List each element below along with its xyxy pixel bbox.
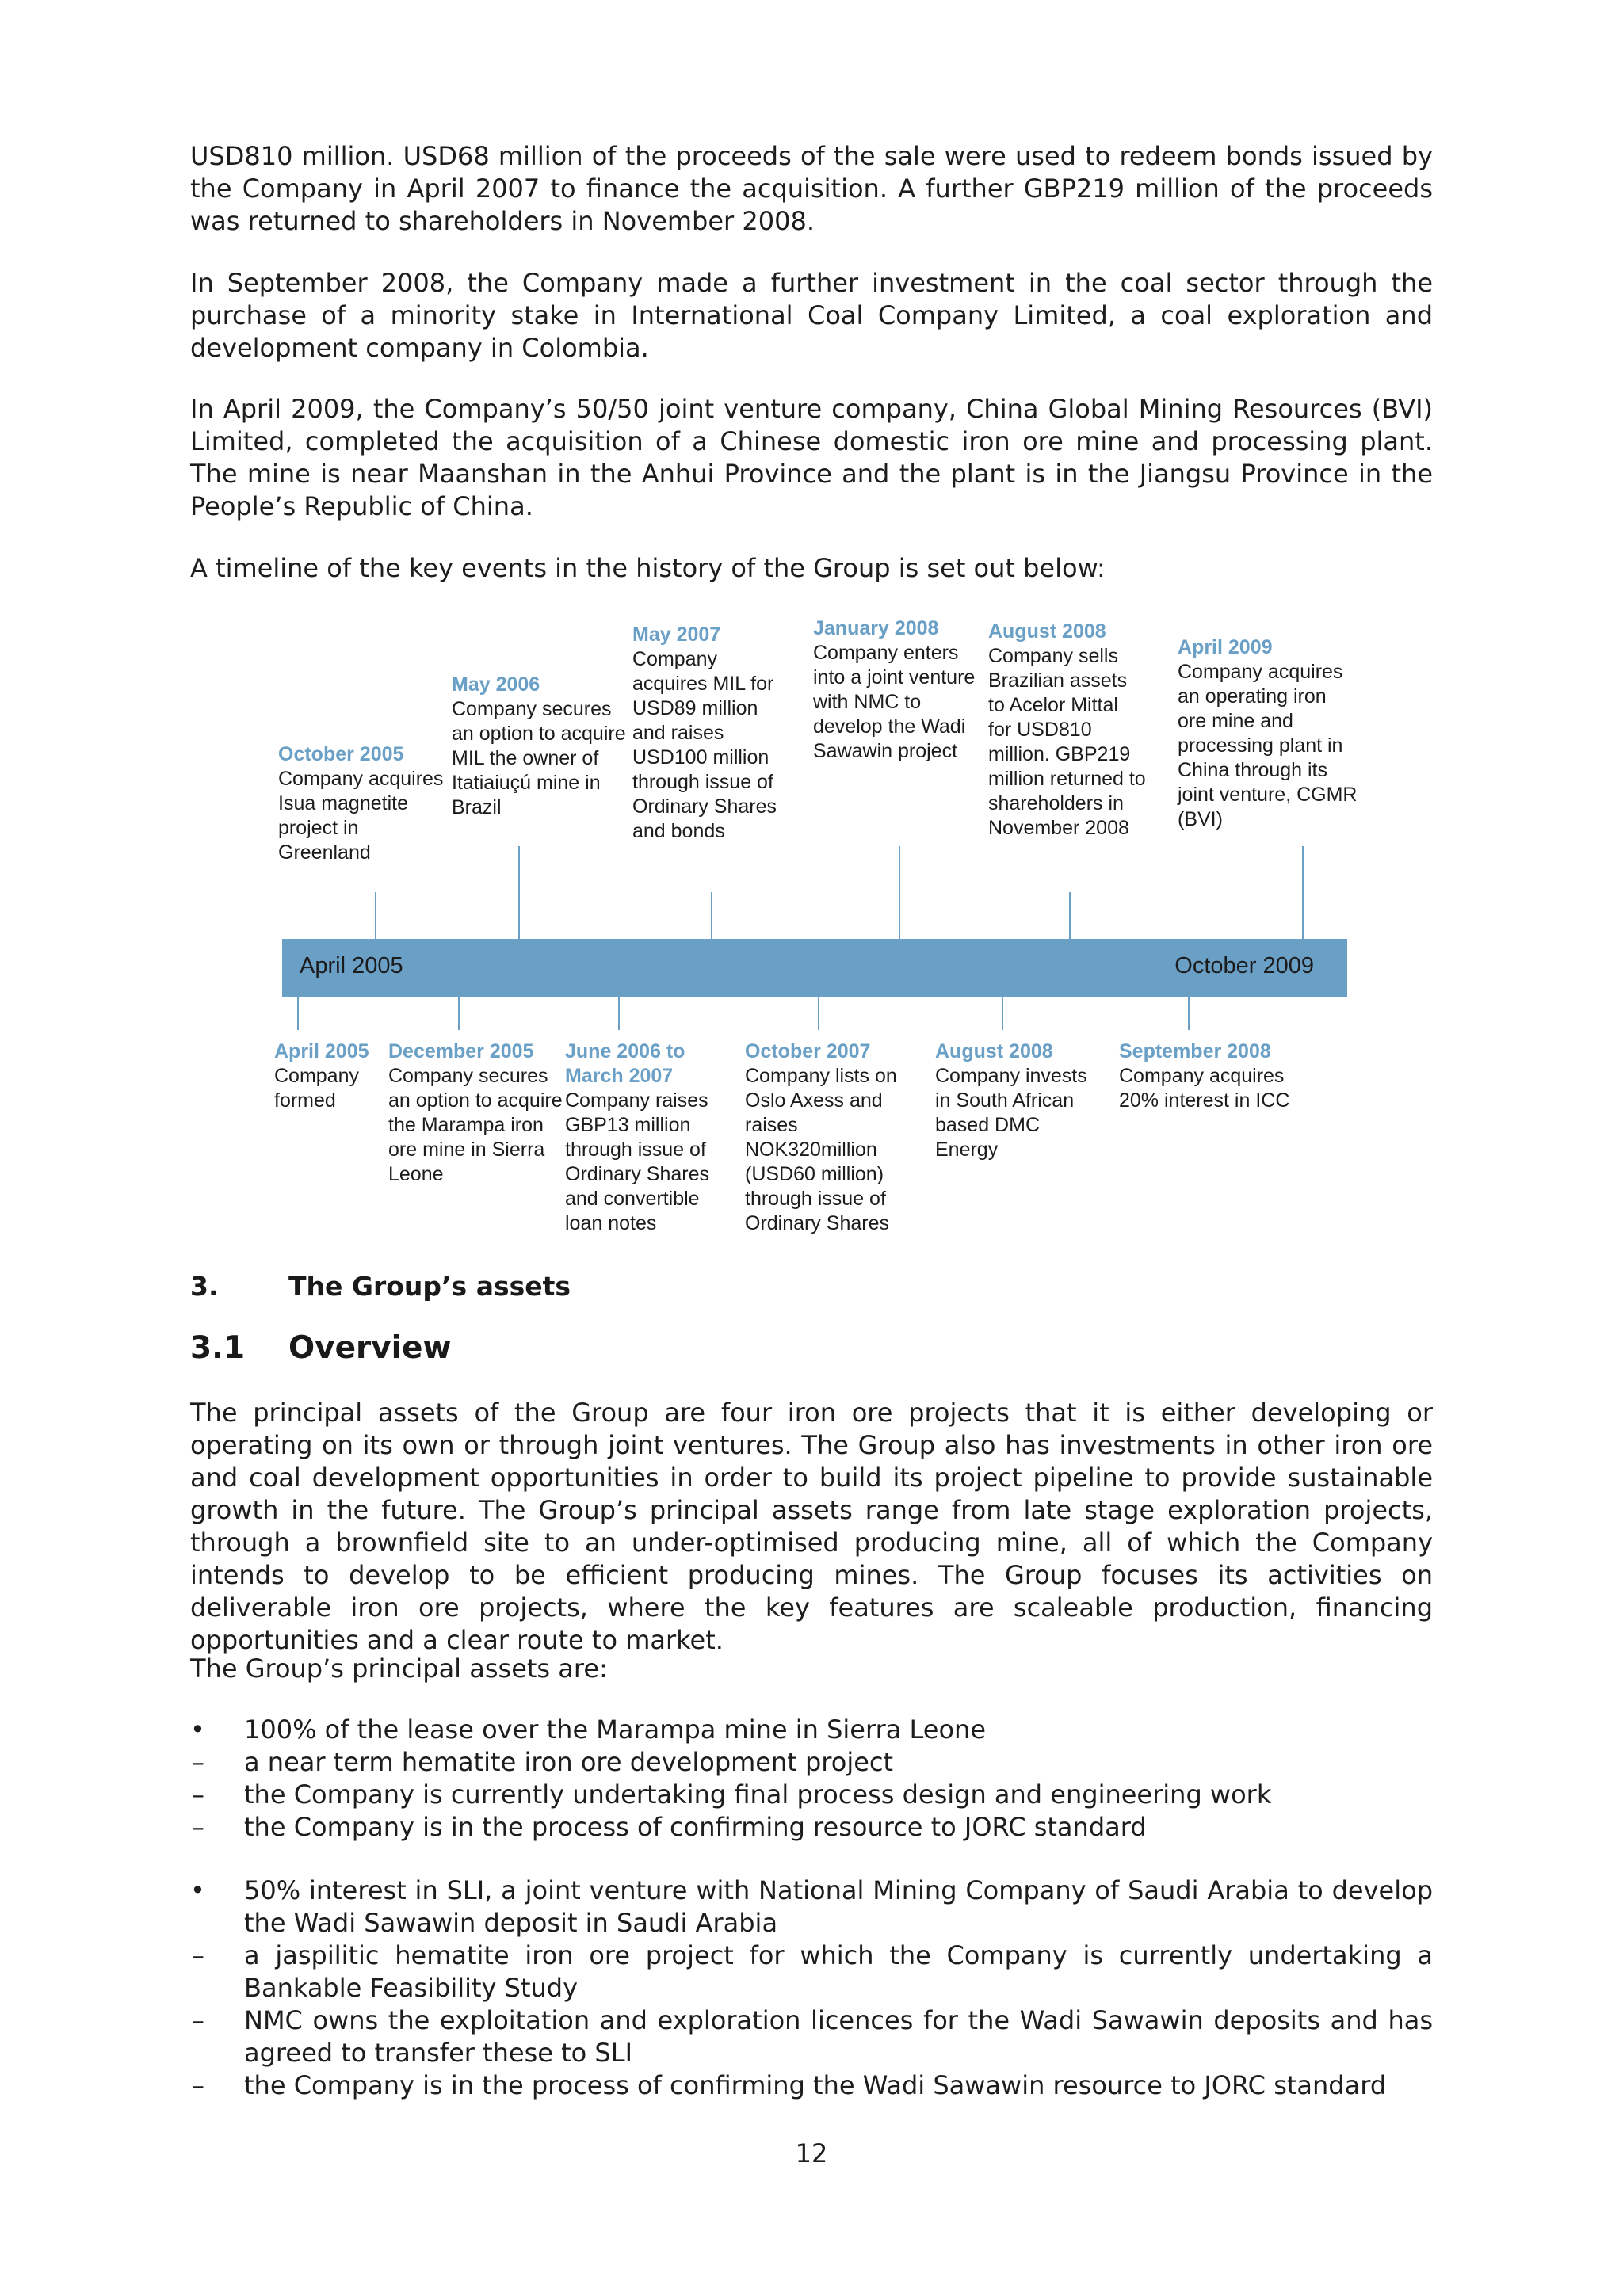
bullet-text: 100% of the lease over the Marampa mine in Sierra Leone [244, 1714, 987, 1745]
event-date: January 2008 [813, 617, 939, 639]
paragraph-timeline-intro: A timeline of the key events in the history of the Group is set out below: [190, 553, 1106, 583]
timeline-tick [1302, 846, 1304, 939]
paragraph-sale-proceeds: USD810 million. USD68 million of the proceeds of the sale were used to redeem bonds issued by the Company in April 2007 to finance the acquisition. A further GBP219 million of the proceeds was returned to shareholders in November 2008. [190, 141, 1433, 236]
event-date: May 2006 [452, 673, 540, 696]
timeline-tick [899, 846, 900, 939]
timeline-tick [1188, 997, 1190, 1030]
section-title: The Group’s assets [288, 1271, 571, 1302]
event-text: Company secures an option to acquire the Marampa iron ore mine in Sierra Leone [388, 1065, 563, 1185]
sub-bullet-item [192, 2069, 1433, 2102]
event-date: May 2007 [632, 624, 721, 646]
timeline-tick [458, 997, 460, 1030]
event-text: Company invests in South African based DMC Energy [935, 1065, 1087, 1161]
event-date: December 2005 [388, 1040, 534, 1062]
paragraph-coal-investment: In September 2008, the Company made a further investment in the coal sector through the purchase of a minority stake in International Coal Company Limited, a coal exploration and development company in Colombia. [190, 268, 1433, 363]
timeline-end-label: October 2009 [1174, 953, 1314, 978]
section-title: Overview [288, 1330, 452, 1366]
timeline-event-bottom [388, 1039, 563, 1187]
section-number: 3. [190, 1271, 219, 1302]
timeline-event-bottom [745, 1039, 913, 1236]
dash-symbol: – [192, 1747, 204, 1777]
sub-bullet-text: a near term hematite iron ore development project [244, 1747, 894, 1777]
sub-bullet-text: the Company is in the process of confirming resource to JORC standard [244, 1812, 1147, 1842]
dash-symbol: – [192, 1779, 204, 1810]
sub-bullet-text: the Company is in the process of confirming the Wadi Sawawin resource to JORC standard [244, 2070, 1387, 2100]
timeline-event-bottom [274, 1039, 382, 1113]
timeline-event-top [278, 742, 446, 865]
event-text: Company acquires 20% interest in ICC [1119, 1065, 1290, 1112]
timeline-event-bottom [935, 1039, 1103, 1162]
event-text: Company acquires Isua magnetite project in Greenland [278, 768, 444, 864]
sub-bullet-item [192, 1939, 1433, 2004]
timeline-event-top [632, 623, 794, 844]
dash-symbol: – [192, 1812, 204, 1842]
event-date: October 2007 [745, 1040, 871, 1062]
paragraph-china-acquisition: In April 2009, the Company’s 50/50 joint venture company, China Global Mining Resources (BVI) Limited, completed the acquisition of a Chinese domestic iron ore mine and processing plant. The mine is near Maanshan in the Anhui Province and the plant is in the Jiangsu Province in the People’s Republic of China. [190, 394, 1433, 521]
paragraph-overview: The principal assets of the Group are four iron ore projects that it is either developing or operating on its own or through joint ventures. The Group also has investments in other iron ore and coal development opportunities in order to build its project pipeline to provide sustainable growth in the future. The Group’s principal assets range from late stage exploration projects, through a brownfield site to an under-optimised producing mine, all of which the Company intends to develop to be efficient producing mines. The Group focuses its activities on deliverable iron ore projects, where the key features are scaleable production, financing opportunities and a clear route to market. [190, 1398, 1433, 1655]
timeline-event-top [988, 620, 1147, 841]
timeline-event-top [452, 673, 628, 820]
timeline-tick [1069, 892, 1071, 939]
event-text: Company lists on Oslo Axess and raises NOK320million (USD60 million) through issue of Ordinary Shares [745, 1065, 897, 1234]
timeline-tick [711, 892, 712, 939]
event-date: October 2005 [278, 743, 404, 765]
sub-bullet-item [192, 2004, 1433, 2069]
event-text: Company raises GBP13 million through issue of Ordinary Shares and convertible loan notes [565, 1089, 710, 1234]
sub-bullet-text: a jaspilitic hematite iron ore project for which the Company is currently undertaking a Bankable Feasibility Study [244, 1940, 1433, 2003]
dash-symbol: – [192, 2005, 204, 2035]
dash-symbol: – [192, 2070, 204, 2100]
event-date: September 2008 [1119, 1040, 1271, 1062]
event-text: Company formed [274, 1065, 359, 1112]
sub-bullet-text: NMC owns the exploitation and exploration licences for the Wadi Sawawin deposits and has agreed to transfer these to SLI [244, 2005, 1433, 2068]
event-text: Company acquires MIL for USD89 million and raises USD100 million through issue of Ordinary Shares and bonds [632, 648, 777, 842]
timeline-tick [297, 997, 299, 1030]
timeline-event-bottom [565, 1039, 724, 1236]
event-date: August 2008 [988, 620, 1106, 643]
page-number: 12 [795, 2138, 828, 2168]
timeline-event-top [813, 616, 981, 764]
timeline-tick [1002, 997, 1003, 1030]
bullet-symbol: • [190, 1714, 205, 1745]
sub-bullet-item [192, 1746, 1433, 1779]
sub-bullet-text: the Company is currently undertaking final process design and engineering work [244, 1779, 1272, 1810]
event-date: June 2006 to March 2007 [565, 1040, 685, 1087]
timeline-tick [618, 997, 620, 1030]
event-date: April 2009 [1178, 636, 1273, 658]
event-date: August 2008 [935, 1040, 1053, 1062]
bullet-symbol: • [190, 1875, 205, 1905]
section-number: 3.1 [190, 1330, 246, 1366]
timeline-event-bottom [1119, 1039, 1293, 1113]
timeline-start-label: April 2005 [300, 953, 403, 978]
event-text: Company sells Brazilian assets to Acelor Mittal for USD810 million. GBP219 million returned to shareholders in November 2008 [988, 645, 1146, 839]
event-date: April 2005 [274, 1040, 369, 1062]
bullet-text: 50% interest in SLI, a joint venture with National Mining Company of Saudi Arabia to develop the Wadi Sawawin deposit in Saudi Arabia [244, 1875, 1433, 1938]
event-text: Company enters into a joint venture with NMC to develop the Wadi Sawawin project [813, 642, 976, 762]
sub-bullet-item [192, 1811, 1433, 1844]
timeline-event-top [1178, 635, 1360, 832]
timeline-tick [518, 846, 520, 939]
timeline-tick [375, 892, 376, 939]
section-3-heading [190, 1271, 571, 1302]
paragraph-principal-assets-intro: The Group’s principal assets are: [190, 1653, 608, 1684]
timeline-tick [818, 997, 819, 1030]
event-text: Company secures an option to acquire MIL the owner of Itatiaiuçú mine in Brazil [452, 698, 626, 818]
dash-symbol: – [192, 1940, 204, 1970]
section-3-1-heading [190, 1329, 452, 1367]
event-text: Company acquires an operating iron ore mine and processing plant in China through its joint venture, CGMR (BVI) [1178, 661, 1358, 830]
timeline-bar [282, 939, 1347, 997]
sub-bullet-item [192, 1779, 1433, 1811]
